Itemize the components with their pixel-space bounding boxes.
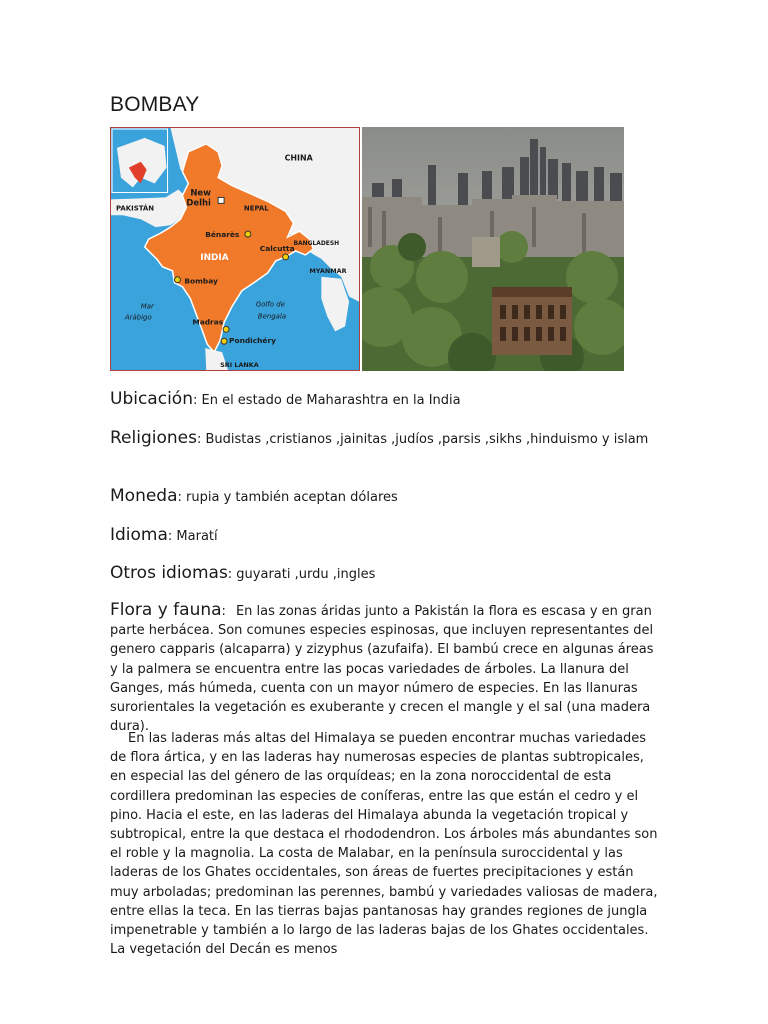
map-label-mar-arabigo: Mar xyxy=(140,302,154,311)
otros-text: : guyarati ,urdu ,ingles xyxy=(227,567,376,582)
religiones-label: Religiones xyxy=(110,428,197,448)
para2-text: En las laderas más altas del Himalaya se pueden encontrar muchas variedades de flora ártica, y en las laderas hay numerosas especies de plantas subtropicales, en especial las del género de las orquídeas; en la zona noroccidental de esta cordillera predominan las especies de coníferas, entre las que están el cedro y el pino. Hacia el este, en las laderas del Himalaya abunda la vegetación tropical y subtropical, entre la que destaca el rhododendron. Los árboles más abundantes son el roble y la magnolia. La costa de Malabar, en la península suroccidental y las laderas de los Ghates occidentales, son áreas de fuertes precipitaciones y están muy arboladas; predominan las perennes, bambú y variedades valiosas de madera, entre ellas la teca. En las tierras bajas pantanosas hay grandes regiones de jungla impenetrable y también a lo largo de las laderas bajas de los Ghates occidentales. La vegetación del Decán es menos xyxy=(110,731,658,958)
map-label-pondichery: Pondichéry xyxy=(229,336,276,346)
map-label-madras: Madras xyxy=(192,317,224,327)
moneda-text: : rupia y también aceptan dólares xyxy=(177,490,398,505)
map-label-golfo-2: Bengala xyxy=(257,312,287,321)
india-map-graphic xyxy=(111,128,359,370)
moneda-label: Moneda xyxy=(110,486,178,506)
religiones-text: : Budistas ,cristianos ,jainitas ,judíos ,parsis ,sikhs ,hinduismo y islam xyxy=(196,432,649,447)
map-label-mar-arabigo-2: Arábigo xyxy=(124,313,152,322)
map-label-benares: Bénarès xyxy=(205,230,240,240)
section-moneda xyxy=(110,486,660,508)
flora-label: Flora y fauna xyxy=(110,600,222,620)
ubicacion-label: Ubicación xyxy=(110,389,193,409)
india-map xyxy=(110,127,360,371)
flora-text: En las zonas áridas junto a Pakistán la flora es escasa y en gran parte herbácea. Son comunes especies espinosas, que incluyen representantes del genero capparis (alcaparra) y zizyphus (azufaifa). El bambú crece en algunas áreas y la palmera se encuentra entre las pocas variedades de árboles. La llanura del Ganges, más húmeda, cuenta con un mayor número de especies. En las llanuras surorientales la vegetación es exuberante y crecen el mangle y el sal (una madera dura). xyxy=(110,604,654,735)
city-skyline-image xyxy=(362,127,624,371)
map-label-pakistan: PAKISTÁN xyxy=(115,204,155,213)
bombay-city-photo xyxy=(362,127,624,371)
map-label-bombay: Bombay xyxy=(184,276,218,286)
section-ubicacion xyxy=(110,389,660,411)
map-label-myanmar: MYANMAR xyxy=(309,266,347,275)
map-label-calcutta: Calcutta xyxy=(259,243,295,253)
page-title: BOMBAY xyxy=(110,93,200,116)
map-label-nepal: NEPAL xyxy=(243,204,269,213)
map-label-india: INDIA xyxy=(200,252,229,263)
flora-colon: : xyxy=(221,604,226,619)
map-label-bangladesh: BANGLADESH xyxy=(293,240,340,248)
map-label-sri-lanka: SRI LANKA xyxy=(220,361,259,370)
section-otros-idiomas xyxy=(110,563,660,585)
map-label-new-delhi: New xyxy=(190,187,211,198)
map-label-golfo: Golfo de xyxy=(255,300,285,309)
map-label-new-delhi-2: Delhi xyxy=(186,197,211,208)
ubicacion-text: : En el estado de Maharashtra en la India xyxy=(192,393,461,408)
map-label-china: CHINA xyxy=(284,153,313,163)
idioma-text: : Maratí xyxy=(167,529,218,544)
section-religiones xyxy=(110,428,660,450)
otros-label: Otros idiomas xyxy=(110,563,228,583)
paragraph-himalaya xyxy=(110,729,660,959)
section-idioma xyxy=(110,525,660,547)
idioma-label: Idioma xyxy=(110,525,168,545)
section-flora-fauna xyxy=(110,601,660,736)
